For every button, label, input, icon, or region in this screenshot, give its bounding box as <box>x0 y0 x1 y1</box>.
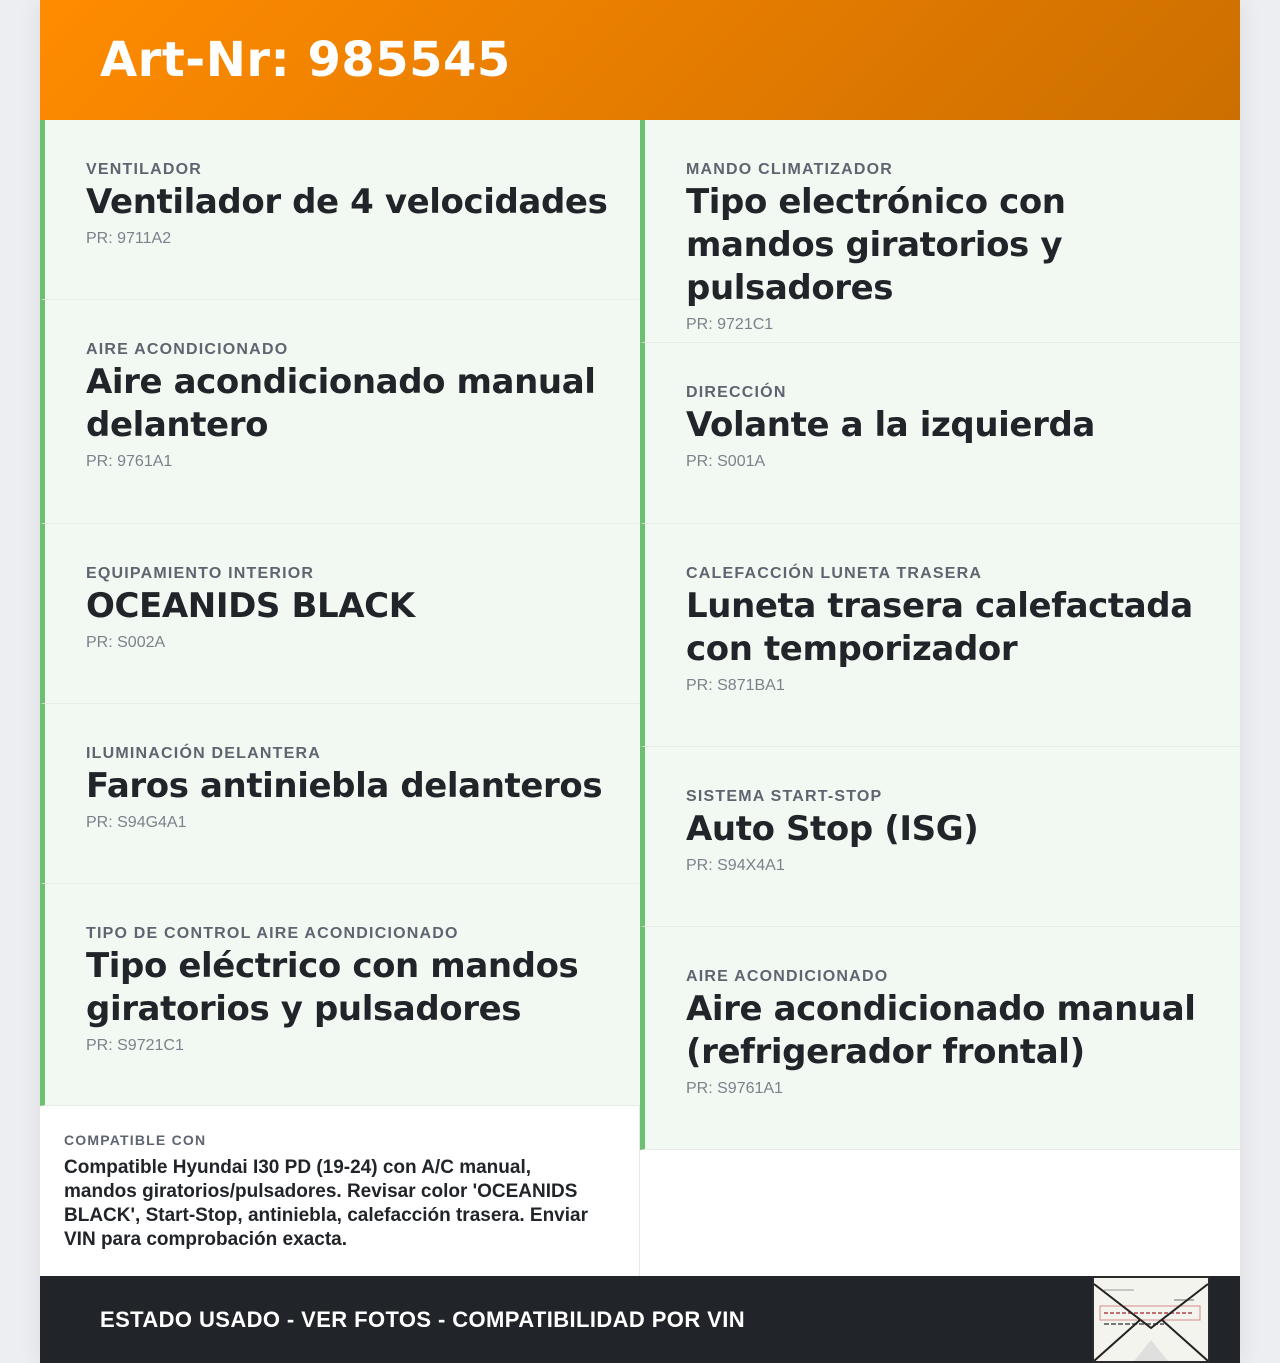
spec-value: Aire acondicionado manual (refrigerador frontal) <box>686 989 1196 1072</box>
spec-label: MANDO CLIMATIZADOR <box>686 161 894 178</box>
spec-label: AIRE ACONDICIONADO <box>686 968 889 985</box>
spec-value: Luneta trasera calefactada con temporizador <box>686 586 1193 669</box>
article-number-title: Art-Nr: 985545 <box>100 32 511 88</box>
spec-card <box>640 120 1240 343</box>
spec-value: Aire acondicionado manual delantero <box>86 362 596 445</box>
spec-value: OCEANIDS BLACK <box>86 586 415 626</box>
spec-label: DIRECCIÓN <box>686 384 787 401</box>
spec-pr-code: PR: 9761A1 <box>86 453 173 470</box>
spec-pr-code: PR: S871BA1 <box>686 677 785 694</box>
compatibility-label: COMPATIBLE CON <box>64 1132 207 1148</box>
spec-card <box>640 927 1240 1150</box>
spec-pr-code: PR: S001A <box>686 453 766 470</box>
spec-sheet <box>40 0 1240 1363</box>
spec-label: ILUMINACIÓN DELANTERA <box>86 745 321 762</box>
spec-pr-code: PR: S9761A1 <box>686 1080 783 1097</box>
spec-pr-code: PR: 9721C1 <box>686 316 774 333</box>
spec-pr-code: PR: S94X4A1 <box>686 857 785 874</box>
spec-label: EQUIPAMIENTO INTERIOR <box>86 565 315 582</box>
spec-value: Faros antiniebla delanteros <box>86 766 603 806</box>
spec-card <box>40 120 640 300</box>
footer-bar <box>40 1276 1240 1363</box>
envelope-graphic <box>1094 1278 1208 1361</box>
spec-label: SISTEMA START-STOP <box>686 788 883 805</box>
spec-column-right <box>640 120 1240 1150</box>
footer-status-text: ESTADO USADO - VER FOTOS - COMPATIBILIDAD POR VIN <box>100 1306 745 1332</box>
spec-pr-code: PR: S94G4A1 <box>86 814 187 831</box>
spec-value: Tipo electrónico con mandos giratorios y pulsadores <box>686 182 1066 308</box>
spec-value: Auto Stop (ISG) <box>686 809 979 849</box>
spec-column-left <box>40 120 640 1106</box>
spec-label: TIPO DE CONTROL AIRE ACONDICIONADO <box>86 925 459 942</box>
spec-value: Tipo eléctrico con mandos giratorios y pulsadores <box>86 946 579 1029</box>
spec-card <box>40 884 640 1106</box>
spec-pr-code: PR: S9721C1 <box>86 1037 184 1054</box>
spec-pr-code: PR: S002A <box>86 634 166 651</box>
compatibility-text: Compatible Hyundai I30 PD (19-24) con A/C manual, mandos giratorios/pulsadores. Revisar color 'OCEANIDS BLACK', Start-Stop, antiniebla, calefacción trasera. Enviar VIN para comprobación exacta. <box>64 1157 588 1250</box>
spec-card <box>40 524 640 704</box>
envelope-label-icon <box>1092 1276 1210 1363</box>
header-banner <box>40 0 1240 120</box>
spec-card <box>640 747 1240 927</box>
spec-card <box>640 343 1240 524</box>
spec-pr-code: PR: 9711A2 <box>86 230 172 247</box>
spec-label: VENTILADOR <box>86 161 202 178</box>
compatibility-note <box>40 1106 640 1276</box>
spec-card <box>40 300 640 524</box>
spec-label: CALEFACCIÓN LUNETA TRASERA <box>686 565 983 582</box>
spec-card <box>640 524 1240 747</box>
spec-label: AIRE ACONDICIONADO <box>86 341 289 358</box>
spec-card <box>40 704 640 884</box>
spec-grid <box>40 120 1240 1276</box>
spec-value: Ventilador de 4 velocidades <box>86 182 608 222</box>
spec-value: Volante a la izquierda <box>686 405 1095 445</box>
